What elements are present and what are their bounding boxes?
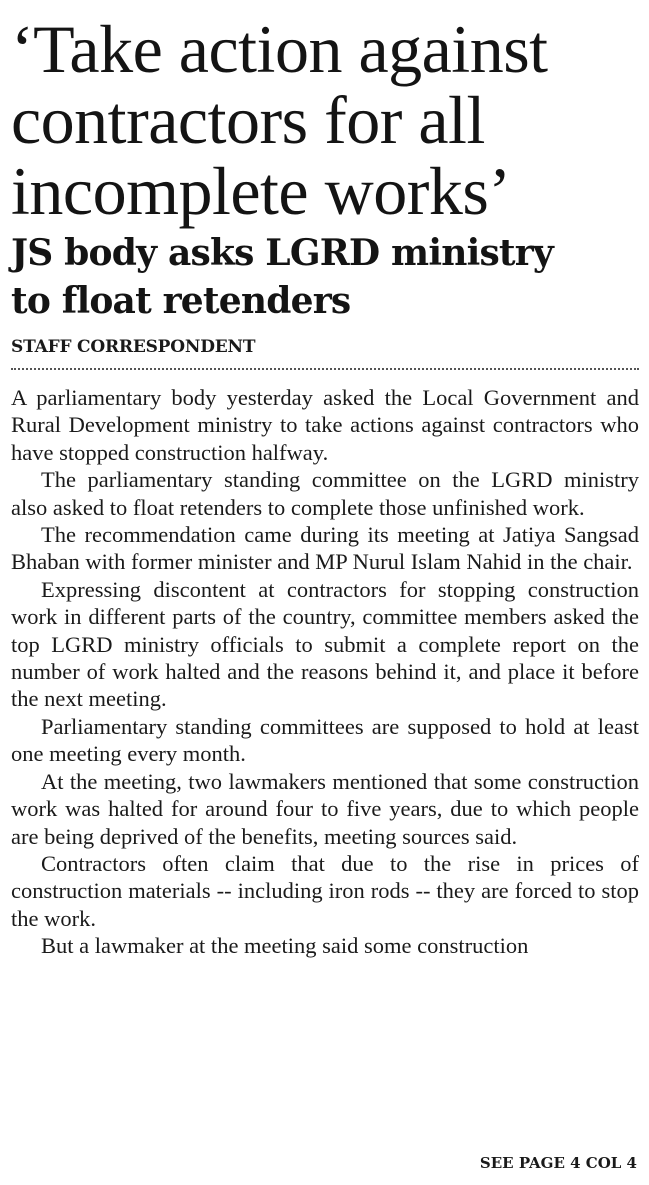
paragraph: Parliamentary standing committees are supposed to hold at least one meeting every month. <box>11 713 639 767</box>
subheadline <box>11 229 639 325</box>
paragraph: But a lawmaker at the meeting said some construction <box>41 933 529 959</box>
byline: STAFF CORRESPONDENT <box>11 337 256 357</box>
dotted-divider <box>11 368 639 370</box>
paragraph: Contractors often claim that due to the rise in prices of construction materials -- including iron rods -- they are forced to stop the work. <box>11 850 639 931</box>
paragraph: A parliamentary body yesterday asked the Local Government and Rural Development ministry to take actions against contractors who have stopped construction halfway. <box>11 385 639 465</box>
news-article <box>11 11 639 960</box>
paragraph: At the meeting, two lawmakers mentioned that some construction work was halted for around four to five years, due to which people are being deprived of the benefits, meeting sources said. <box>11 768 639 849</box>
paragraph: The recommendation came during its meeting at Jatiya Sangsad Bhaban with former minister and MP Nurul Islam Nahid in the chair. <box>11 522 639 575</box>
headline <box>11 11 639 229</box>
article-body <box>11 384 639 960</box>
paragraph: Expressing discontent at contractors for stopping construction work in different parts of the country, committee members asked the top LGRD ministry officials to submit a complete report on the number of work halted and the reasons behind it, and place it before the next meeting. <box>11 576 639 712</box>
headline-line-2: contractors for all <box>11 82 485 158</box>
subheadline-line-1: JS body asks LGRD ministry <box>11 232 554 274</box>
paragraph: The parliamentary standing committee on the LGRD ministry also asked to float retenders to complete those unfinished work. <box>11 467 639 520</box>
headline-line-1: ‘Take action against <box>11 11 548 87</box>
subheadline-line-2: to float retenders <box>11 280 351 322</box>
headline-line-3: incomplete works’ <box>11 153 511 229</box>
continuation-jump-line: SEE PAGE 4 COL 4 <box>479 1154 637 1172</box>
